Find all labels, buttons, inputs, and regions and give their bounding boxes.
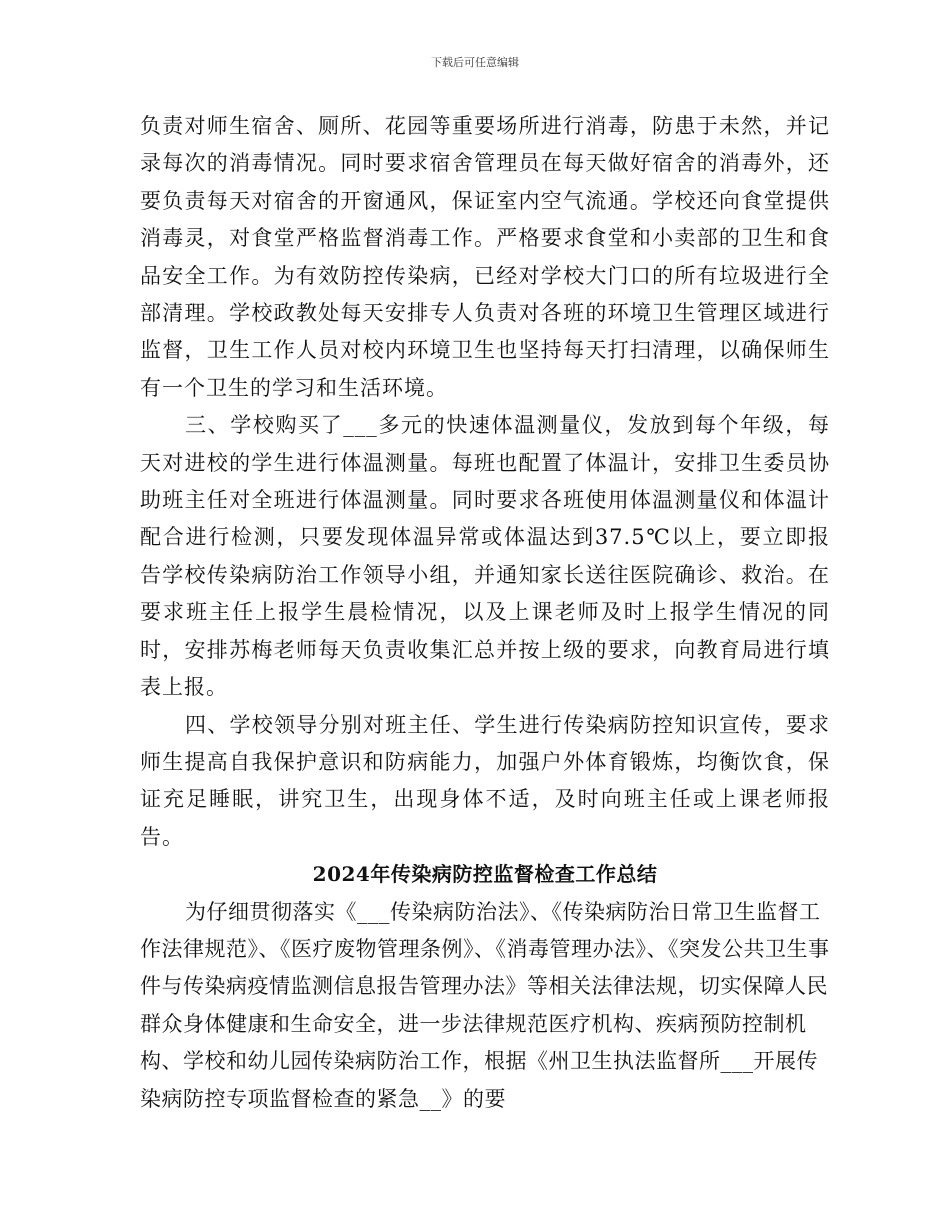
paragraph-intro: 为仔细贯彻落实《___传染病防治法》、《传染病防治日常卫生监督工作法律规范》、《医疗废物管理条例》、《消毒管理办法》、《突发公共卫生事件与传染病疫情监测信息报告管理办法》等相关法律法规，切实保障人民群众身体健康和生命安全，进一步法律规范医疗机构、疾病预防控制机构、学校和幼儿园传染病防治工作，根据《州卫生执法监督所___开展传染病防控专项监督检查的紧急__》的要	[140, 899, 830, 1111]
document-body	[140, 108, 830, 1118]
paragraph-section-three: 三、学校购买了___多元的快速体温测量仪，发放到每个年级，每天对进校的学生进行体温测量。每班也配置了体温计，安排卫生委员协助班主任对全班进行体温测量。同时要求各班使用体温测量仪和体温计配合进行检测，只要发现体温异常或体温达到37.5℃以上，要立即报告学校传染病防治工作领导小组，并通知家长送往医院确诊、救治。在要求班主任上报学生晨检情况，以及上课老师及时上报学生情况的同时，安排苏梅老师每天负责收集汇总并按上级的要求，向教育局进行填表上报。	[140, 413, 830, 700]
paragraph-disinfection: 负责对师生宿舍、厕所、花园等重要场所进行消毒，防患于未然，并记录每次的消毒情况。同时要求宿舍管理员在每天做好宿舍的消毒外，还要负责每天对宿舍的开窗通风，保证室内空气流通。学校还向食堂提供消毒灵，对食堂严格监督消毒工作。严格要求食堂和小卖部的卫生和食品安全工作。为有效防控传染病，已经对学校大门口的所有垃圾进行全部清理。学校政教处每天安排专人负责对各班的环境卫生管理区域进行监督，卫生工作人员对校内环境卫生也坚持每天打扫清理，以确保师生有一个卫生的学习和生活环境。	[140, 114, 830, 400]
paragraph-section-four: 四、学校领导分别对班主任、学生进行传染病防控知识宣传，要求师生提高自我保护意识和防病能力，加强户外体育锻炼，均衡饮食，保证充足睡眠，讲究卫生，出现身体不适，及时向班主任或上课老师报告。	[140, 712, 830, 849]
header-note: 下载后可任意编辑	[431, 56, 519, 69]
document-title: 2024年传染病防控监督检查工作总结	[312, 862, 658, 887]
